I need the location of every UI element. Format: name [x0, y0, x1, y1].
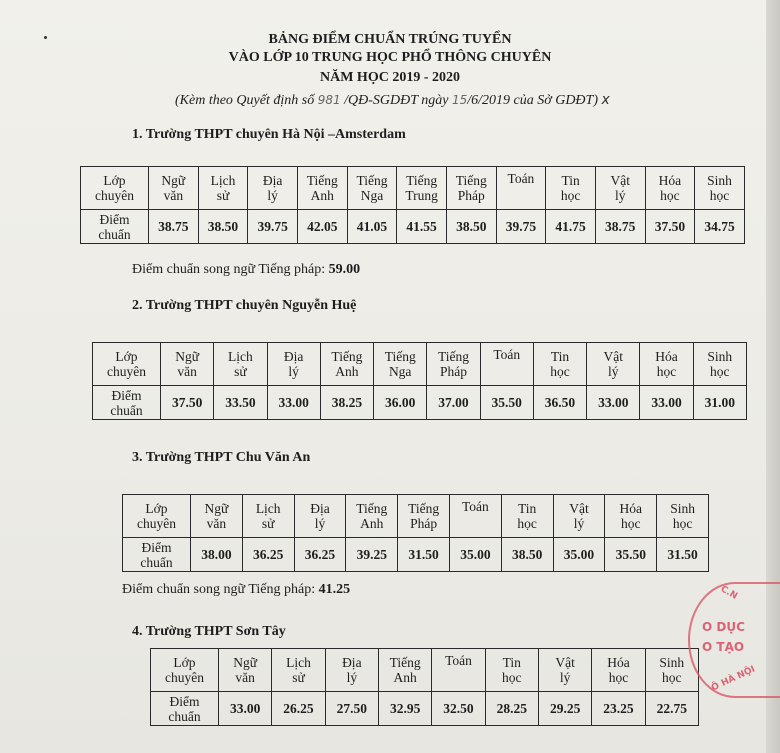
subject-name-line: lý — [608, 364, 619, 379]
subject-header-cell — [533, 343, 586, 386]
decision-reference — [175, 92, 610, 109]
note-label: Điểm chuẩn song ngữ Tiếng pháp: — [132, 262, 326, 277]
score-cell: 38.75 — [595, 210, 645, 244]
subject-name-line: lý — [614, 188, 626, 203]
school-3-bilingual-note — [122, 582, 350, 598]
score-cell: 33.00 — [267, 386, 320, 420]
score-cell: 33.00 — [640, 386, 693, 420]
subject-name-line: Toán — [445, 653, 472, 668]
row-label-line: Lớp — [145, 501, 168, 516]
subject-name-line: Vật — [610, 173, 630, 188]
subject-header-cell — [480, 343, 533, 386]
subject-name-line: Hóa — [607, 655, 630, 670]
decision-prefix: (Kèm theo Quyết định số — [175, 93, 315, 108]
subject-header-cell — [248, 167, 298, 210]
subject-name-line: lý — [559, 670, 571, 685]
table-score-row — [93, 386, 747, 420]
score-cell: 41.75 — [546, 210, 596, 244]
subject-name-line: Hóa — [619, 501, 643, 516]
row-label-line: chuẩn — [98, 226, 131, 242]
subject-header-cell — [496, 167, 546, 210]
score-cell: 38.50 — [501, 538, 553, 572]
score-cell: 37.00 — [427, 386, 480, 420]
subject-name-line: Tiếng — [408, 501, 440, 516]
subject-name-line: Sinh — [670, 501, 695, 516]
subject-name-line: sử — [261, 516, 275, 531]
subject-name-line: Tiếng — [331, 349, 363, 364]
subject-header-cell — [592, 649, 645, 692]
score-cell: 35.00 — [553, 538, 605, 572]
subject-name-line: học — [709, 188, 730, 203]
note-label: Điểm chuẩn song ngữ Tiếng pháp: — [122, 582, 316, 597]
subject-name-line: Anh — [393, 670, 417, 685]
subject-name-line: Sinh — [659, 655, 685, 670]
note-value: 59.00 — [328, 262, 361, 277]
note-value: 41.25 — [318, 582, 351, 597]
score-cell: 38.00 — [191, 538, 243, 572]
score-cell: 39.75 — [248, 210, 298, 244]
school-1-score-table — [80, 166, 745, 244]
document-title-line-3: NĂM HỌC 2019 - 2020 — [320, 70, 460, 85]
school-3-score-table — [122, 494, 709, 572]
subject-name-line: lý — [573, 516, 585, 531]
subject-header-cell — [657, 495, 709, 538]
subject-name-line: học — [656, 364, 677, 379]
subject-name-line: Sinh — [707, 349, 733, 364]
score-cell: 38.50 — [446, 210, 496, 244]
score-cell: 39.25 — [346, 538, 398, 572]
subject-name-line: Ngữ — [175, 349, 200, 364]
school-3-title: 3. Trường THPT Chu Văn An — [132, 450, 311, 465]
subject-name-line: Tiếng — [455, 173, 487, 188]
subject-header-cell — [546, 167, 596, 210]
subject-name-line: Tin — [518, 501, 537, 516]
subject-name-line: Toán — [493, 347, 521, 362]
score-cell: 28.25 — [485, 692, 538, 726]
row-label-class — [151, 649, 219, 692]
subject-name-line: học — [710, 364, 730, 379]
subject-name-line: lý — [267, 188, 278, 203]
score-cell: 31.00 — [693, 386, 746, 420]
table-header-row — [151, 649, 699, 692]
score-cell: 41.55 — [397, 210, 447, 244]
row-label-class — [81, 167, 149, 210]
subject-name-line: Anh — [310, 188, 334, 203]
score-cell: 37.50 — [161, 386, 214, 420]
subject-name-line: Sinh — [707, 173, 732, 188]
subject-name-line: Tiếng — [306, 173, 338, 188]
score-cell: 33.00 — [587, 386, 640, 420]
subject-name-line: học — [621, 516, 641, 531]
stamp-text-bottom: Ô HÀ NỘI — [710, 664, 757, 694]
score-cell: 35.50 — [480, 386, 533, 420]
subject-header-cell — [214, 343, 267, 386]
subject-name-line: lý — [314, 516, 326, 531]
decision-mid: /QĐ-SGDĐT ngày — [344, 93, 449, 108]
subject-header-cell — [553, 495, 605, 538]
subject-name-line: Pháp — [439, 364, 467, 379]
subject-header-cell — [605, 495, 657, 538]
score-cell: 41.05 — [347, 210, 397, 244]
subject-name-line: Tiếng — [356, 173, 388, 188]
school-2-title: 2. Trường THPT chuyên Nguyễn Huệ — [132, 298, 357, 313]
subject-name-line: văn — [177, 364, 197, 379]
row-label-line: Điểm — [141, 539, 172, 555]
decision-number-handwritten: 981 — [317, 93, 341, 107]
subject-name-line: Lịch — [228, 349, 253, 364]
subject-name-line: Tiếng — [406, 173, 438, 188]
subject-header-cell — [538, 649, 591, 692]
score-cell: 26.25 — [272, 692, 325, 726]
stamp-text-top: C.N — [718, 584, 739, 602]
subject-header-cell — [378, 649, 431, 692]
subject-header-cell — [587, 343, 640, 386]
subject-header-cell — [398, 495, 450, 538]
subject-name-line: văn — [235, 670, 255, 685]
subject-name-line: lý — [288, 364, 299, 379]
subject-header-cell — [595, 167, 645, 210]
row-label-line: chuẩn — [110, 402, 143, 418]
row-label-score — [93, 386, 161, 420]
score-cell: 38.75 — [149, 210, 199, 244]
score-cell: 23.25 — [592, 692, 645, 726]
subject-header-cell — [347, 167, 397, 210]
score-cell: 37.50 — [645, 210, 695, 244]
row-label-line: Điểm — [99, 211, 130, 227]
score-cell: 33.50 — [214, 386, 267, 420]
subject-name-line: Địa — [342, 655, 362, 670]
score-cell: 38.25 — [320, 386, 373, 420]
subject-header-cell — [242, 495, 294, 538]
score-cell: 35.50 — [605, 538, 657, 572]
row-label-line: Lớp — [173, 655, 196, 670]
score-cell: 32.95 — [378, 692, 431, 726]
score-cell: 29.25 — [538, 692, 591, 726]
subject-name-line: Anh — [360, 516, 384, 531]
table-score-row — [81, 210, 745, 244]
row-label-line: chuyên — [165, 670, 204, 685]
stamp-text-1: O DỤC — [702, 620, 745, 634]
subject-name-line: Pháp — [457, 188, 485, 203]
subject-name-line: Toán — [461, 499, 489, 514]
subject-name-line: học — [608, 670, 629, 685]
subject-name-line: sử — [216, 188, 230, 203]
subject-name-line: học — [662, 670, 682, 685]
row-label-line: Điểm — [111, 387, 142, 403]
subject-name-line: văn — [163, 188, 184, 203]
subject-name-line: Nga — [388, 364, 412, 379]
school-4-score-table — [150, 648, 699, 726]
subject-name-line: Lịch — [255, 501, 281, 516]
row-label-score — [81, 210, 149, 244]
subject-header-cell — [645, 167, 695, 210]
row-label-line: Lớp — [103, 173, 126, 188]
subject-header-cell — [397, 167, 447, 210]
stamp-text-2: O TẠO — [702, 640, 745, 654]
subject-name-line: Tiếng — [389, 655, 421, 670]
subject-header-cell — [294, 495, 346, 538]
row-label-class — [93, 343, 161, 386]
subject-header-cell — [374, 343, 427, 386]
score-cell: 33.00 — [219, 692, 272, 726]
table-score-row — [151, 692, 699, 726]
subject-name-line: Địa — [310, 501, 330, 516]
subject-header-cell — [191, 495, 243, 538]
school-1-title: 1. Trường THPT chuyên Hà Nội –Amsterdam — [132, 127, 406, 142]
score-cell: 34.75 — [695, 210, 745, 244]
subject-name-line: Toán — [507, 171, 535, 186]
subject-name-line: Lịch — [210, 173, 236, 188]
school-2-score-table — [92, 342, 747, 420]
subject-header-cell — [446, 167, 496, 210]
subject-header-cell — [161, 343, 214, 386]
table-header-row — [123, 495, 709, 538]
subject-name-line: Nga — [360, 188, 384, 203]
score-cell: 31.50 — [398, 538, 450, 572]
subject-name-line: học — [550, 364, 570, 379]
table-header-row — [93, 343, 747, 386]
subject-name-line: Tiếng — [356, 501, 388, 516]
row-label-class — [123, 495, 191, 538]
subject-header-cell — [272, 649, 325, 692]
subject-header-cell — [320, 343, 373, 386]
score-cell: 36.25 — [242, 538, 294, 572]
subject-name-line: Hóa — [655, 349, 678, 364]
subject-name-line: học — [672, 516, 693, 531]
subject-name-line: Địa — [283, 349, 304, 364]
subject-header-cell — [297, 167, 347, 210]
decision-suffix: /6/2019 của Sở GDĐT) — [467, 93, 598, 108]
official-stamp — [688, 582, 780, 698]
handwritten-mark: x — [601, 92, 610, 108]
subject-name-line: Ngữ — [233, 655, 258, 670]
row-label-score — [123, 538, 191, 572]
subject-name-line: Trung — [405, 188, 438, 203]
subject-name-line: học — [502, 670, 522, 685]
row-label-line: chuẩn — [140, 554, 173, 570]
subject-name-line: văn — [206, 516, 227, 531]
subject-name-line: Vật — [569, 501, 589, 516]
subject-name-line: Vật — [603, 349, 623, 364]
row-label-line: chuyên — [137, 516, 176, 531]
row-label-line: chuẩn — [168, 708, 201, 724]
score-cell: 42.05 — [297, 210, 347, 244]
score-cell: 39.75 — [496, 210, 546, 244]
subject-header-cell — [449, 495, 501, 538]
subject-header-cell — [149, 167, 199, 210]
score-cell: 36.00 — [374, 386, 427, 420]
score-cell: 35.00 — [449, 538, 501, 572]
subject-name-line: học — [517, 516, 537, 531]
score-cell: 31.50 — [657, 538, 709, 572]
subject-header-cell — [640, 343, 693, 386]
score-cell: 38.50 — [198, 210, 248, 244]
subject-header-cell — [501, 495, 553, 538]
school-1-bilingual-note — [132, 262, 360, 278]
subject-name-line: học — [660, 188, 680, 203]
subject-name-line: Tin — [561, 173, 580, 188]
score-cell: 22.75 — [645, 692, 698, 726]
subject-name-line: Anh — [335, 364, 359, 379]
score-cell: 36.25 — [294, 538, 346, 572]
subject-name-line: Hóa — [658, 173, 682, 188]
subject-header-cell — [198, 167, 248, 210]
table-header-row — [81, 167, 745, 210]
subject-header-cell — [427, 343, 480, 386]
subject-name-line: lý — [346, 670, 358, 685]
row-label-score — [151, 692, 219, 726]
score-cell: 32.50 — [432, 692, 485, 726]
subject-name-line: Pháp — [410, 516, 438, 531]
subject-name-line: Ngữ — [204, 501, 229, 516]
subject-header-cell — [219, 649, 272, 692]
decision-day-handwritten: 15 — [451, 93, 468, 107]
subject-name-line: Lịch — [286, 655, 311, 670]
subject-header-cell — [267, 343, 320, 386]
subject-header-cell — [695, 167, 745, 210]
row-label-line: Lớp — [115, 349, 138, 364]
subject-name-line: sử — [234, 364, 247, 379]
subject-name-line: Vật — [555, 655, 575, 670]
school-4-title: 4. Trường THPT Sơn Tây — [132, 624, 286, 639]
row-label-line: chuyên — [107, 364, 146, 379]
score-cell: 36.50 — [533, 386, 586, 420]
subject-name-line: Địa — [262, 173, 283, 188]
subject-header-cell — [325, 649, 378, 692]
subject-header-cell — [485, 649, 538, 692]
document-title-line-1: BẢNG ĐIỂM CHUẨN TRÚNG TUYỂN — [268, 32, 512, 47]
subject-header-cell — [432, 649, 485, 692]
subject-name-line: Tiếng — [437, 349, 469, 364]
subject-name-line: học — [560, 188, 581, 203]
subject-name-line: Tin — [550, 349, 570, 364]
document-title-line-2: VÀO LỚP 10 TRUNG HỌC PHỔ THÔNG CHUYÊN — [228, 50, 552, 65]
subject-header-cell — [346, 495, 398, 538]
subject-name-line: sử — [292, 670, 305, 685]
score-cell: 27.50 — [325, 692, 378, 726]
subject-name-line: Tin — [502, 655, 521, 670]
table-score-row — [123, 538, 709, 572]
row-label-line: Điểm — [169, 693, 200, 709]
subject-name-line: Ngữ — [161, 173, 186, 188]
row-label-line: chuyên — [95, 188, 134, 203]
subject-header-cell — [693, 343, 746, 386]
subject-name-line: Tiếng — [384, 349, 416, 364]
